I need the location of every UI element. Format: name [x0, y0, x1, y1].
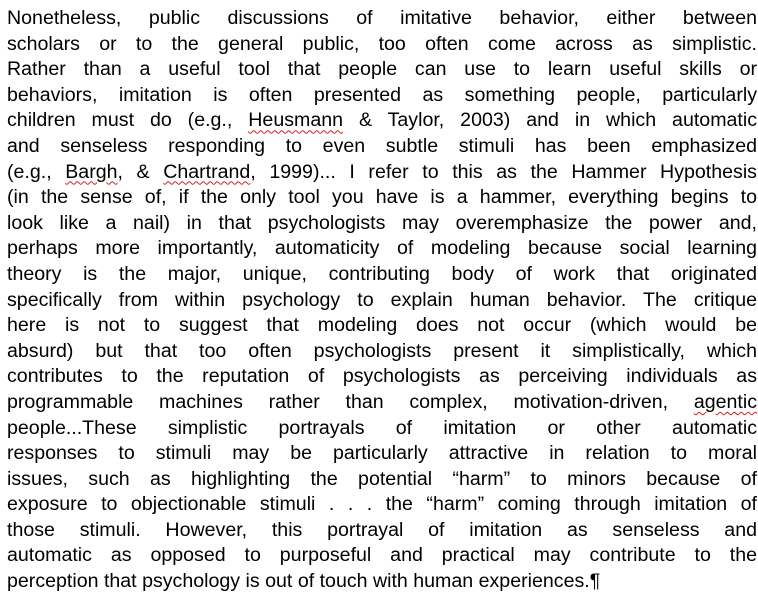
spellcheck-flagged-word[interactable]: Bargh	[65, 160, 118, 183]
text-line	[7, 185, 757, 211]
text-run: , 1999)... I refer to this as the Hammer Hypothesis	[250, 160, 757, 183]
text-line	[7, 134, 757, 160]
text-run: theory is the major, unique, contributing body of work that originated	[7, 262, 757, 285]
text-run: issues, such as highlighting the potential “harm” to minors because of	[7, 467, 757, 490]
text-run: here is not to suggest that modeling does not occur (which would be	[7, 314, 757, 337]
text-line	[7, 6, 757, 32]
text-run: & Taylor, 2003) and in which automatic	[343, 109, 758, 132]
text-run: (e.g.,	[7, 160, 66, 183]
text-line	[7, 288, 757, 314]
text-run: exposure to objectionable stimuli . . . the “harm” coming through imitation of	[7, 493, 757, 516]
text-run: contributes to the reputation of psychologists as perceiving individuals as	[7, 365, 757, 388]
text-line	[7, 543, 757, 569]
text-line	[7, 83, 757, 109]
text-line	[7, 313, 757, 339]
text-line	[7, 57, 757, 83]
text-line	[7, 211, 757, 237]
text-run: scholars or to the general public, too often come across as simplistic.	[7, 32, 757, 55]
quoted-paragraph[interactable]	[7, 6, 757, 595]
text-run: specifically from within psychology to explain human behavior. The critique	[7, 288, 757, 311]
text-run: perception that psychology is out of touch with human experiences.	[7, 570, 590, 593]
text-line	[7, 492, 757, 518]
text-run: automatic as opposed to purposeful and practical may contribute to the	[7, 544, 757, 567]
text-line	[7, 518, 757, 544]
text-run: (in the sense of, if the only tool you have is a hammer, everything begins to	[7, 186, 757, 209]
spellcheck-flagged-word[interactable]: Heusmann	[248, 109, 344, 132]
text-run: and senseless responding to even subtle stimuli has been emphasized	[7, 134, 757, 157]
text-line	[7, 569, 757, 595]
text-run: Rather than a useful tool that people can use to learn useful skills or	[7, 58, 757, 81]
text-line	[7, 262, 757, 288]
spellcheck-flagged-word[interactable]: Chartrand	[163, 160, 251, 183]
text-line	[7, 364, 757, 390]
text-run: those stimuli. However, this portrayal of imitation as senseless and	[7, 518, 757, 541]
text-run: absurd) but that too often psychologists present it simplistically, which	[7, 339, 757, 362]
text-line	[7, 160, 757, 186]
text-run: children must do (e.g.,	[7, 109, 249, 132]
text-line	[7, 467, 757, 493]
text-run: look like a nail) in that psychologists may overemphasize the power and,	[7, 211, 757, 234]
text-run: , &	[117, 160, 164, 183]
text-line	[7, 416, 757, 442]
text-run: programmable machines rather than complex, motivation-driven,	[7, 390, 694, 413]
text-run: behaviors, imitation is often presented as something people, particularly	[7, 83, 757, 106]
text-line	[7, 441, 757, 467]
spellcheck-flagged-word[interactable]: agentic	[693, 390, 757, 413]
text-line	[7, 108, 757, 134]
text-run: people...These simplistic portrayals of imitation or other automatic	[7, 416, 757, 439]
text-run: responses to stimuli may be particularly attractive in relation to moral	[7, 442, 757, 465]
text-line	[7, 339, 757, 365]
text-run: Nonetheless, public discussions of imitative behavior, either between	[7, 7, 757, 29]
text-run: perhaps more importantly, automaticity of modeling because social learning	[7, 237, 757, 260]
text-line	[7, 390, 757, 416]
paragraph-mark-icon: ¶	[589, 570, 601, 593]
text-line	[7, 32, 757, 58]
text-line	[7, 236, 757, 262]
